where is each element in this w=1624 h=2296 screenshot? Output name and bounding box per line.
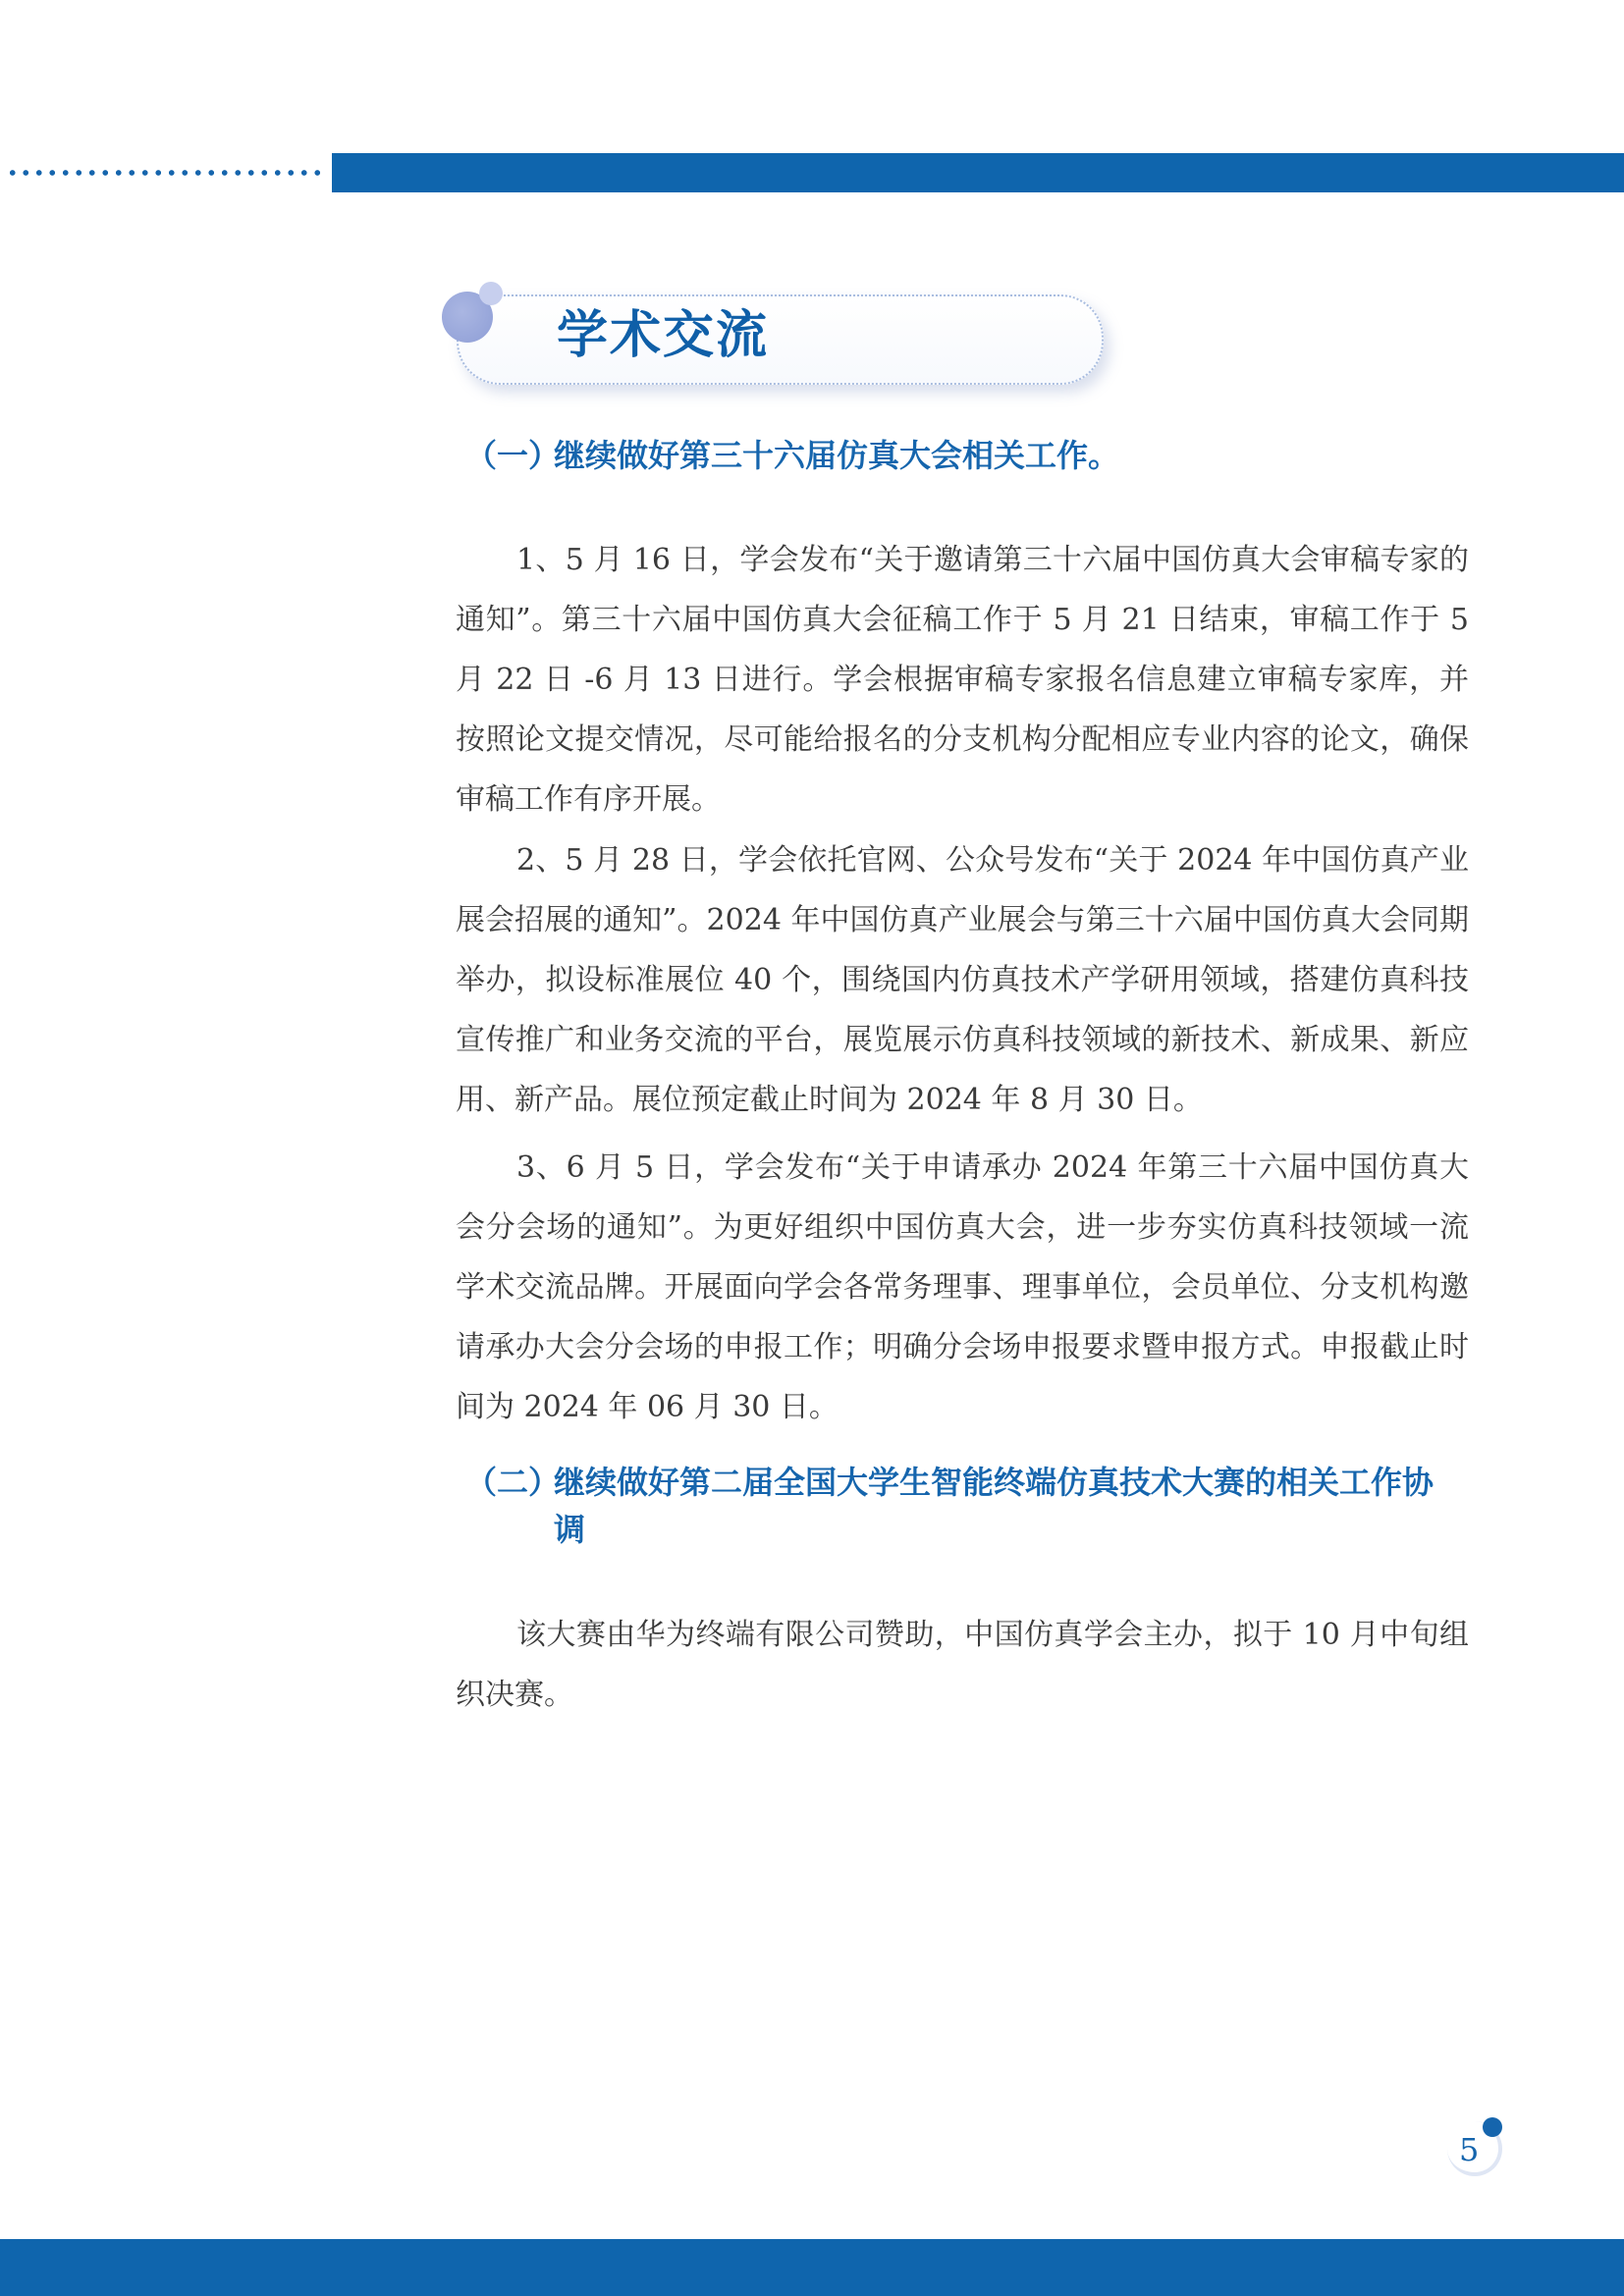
page-number: 5: [1459, 2131, 1480, 2168]
paragraph-2: 2、5 月 28 日，学会依托官网、公众号发布“关于 2024 年中国仿真产业展会招展的通知”。2024 年中国仿真产业展会与第三十六届中国仿真大会同期举办，拟设标准展位 40 个，围绕国内仿真技术产学研用领域，搭建仿真科技宣传推广和业务交流的平台，展览展示仿真科技领域的新技术、新成果、新应用、新产品。展位预定截止时间为 2024 年 8 月 30 日。: [456, 843, 1469, 1117]
subsection-title: 继续做好第三十六届仿真大会相关工作。: [554, 437, 1120, 474]
paragraph-3: 3、6 月 5 日，学会发布“关于申请承办 2024 年第三十六届中国仿真大会分会场的通知”。为更好组织中国仿真大会，进一步夯实仿真科技领域一流学术交流品牌。开展面向学会各常务理事、理事单位，会员单位、分支机构邀请承办大会分会场的申报工作；明确分会场申报要求暨申报方式。申报截止时间为 2024 年 06 月 30 日。: [456, 1150, 1469, 1424]
page-number-dot: [1483, 2117, 1502, 2137]
section-title-pill: [457, 294, 1104, 385]
page-number-badge: [1443, 2117, 1512, 2186]
top-dotted-line: [6, 169, 326, 177]
subsection-heading-1: [465, 432, 1477, 479]
subsection-title: 继续做好第二届全国大学生智能终端仿真技术大赛的相关工作协调: [554, 1464, 1435, 1548]
subsection-number: （二）: [465, 1464, 561, 1501]
subsection-number: （一）: [465, 437, 561, 474]
section-title: 学术交流: [557, 305, 770, 365]
title-decoration-circle-small: [479, 282, 503, 305]
top-blue-bar: [332, 153, 1624, 192]
paragraph-4: 该大赛由华为终端有限公司赞助，中国仿真学会主办，拟于 10 月中旬组织决赛。: [456, 1618, 1469, 1712]
paragraph-1: 1、5 月 16 日，学会发布“关于邀请第三十六届中国仿真大会审稿专家的通知”。第三十六届中国仿真大会征稿工作于 5 月 21 日结束，审稿工作于 5 月 22 日 -6 月 13 日进行。学会根据审稿专家报名信息建立审稿专家库，并按照论文提交情况，尽可能给报名的分支机构分配相应专业内容的论文，确保审稿工作有序开展。: [456, 543, 1469, 817]
subsection-heading-2: [465, 1459, 1477, 1553]
bottom-blue-bar: [0, 2239, 1624, 2296]
